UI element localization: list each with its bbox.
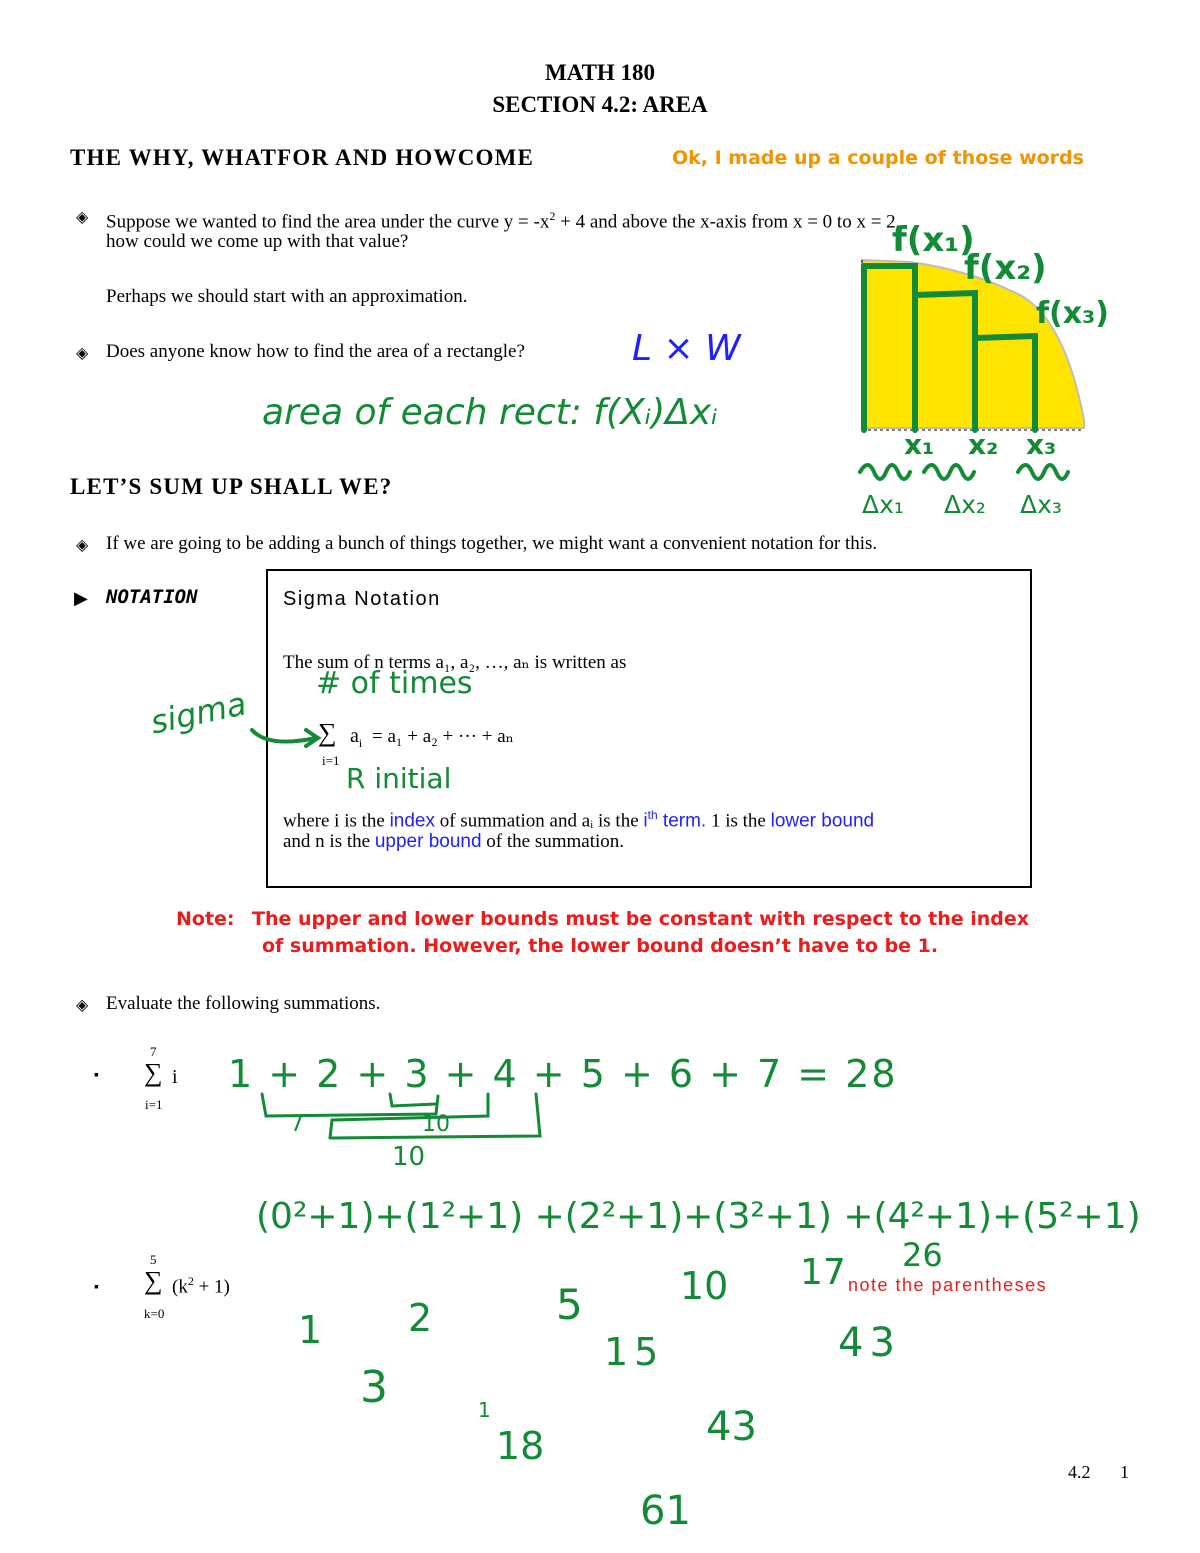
- handwritten-area-each-rect: area of each rect: f(Xᵢ)Δxᵢ: [262, 392, 718, 433]
- red-note-parentheses: note the parentheses: [848, 1275, 1048, 1295]
- handwritten-value: 10: [680, 1264, 729, 1308]
- handwritten-value: 43: [706, 1404, 757, 1450]
- triangle-bullet-icon: ▶: [74, 588, 88, 608]
- label-dx3: Δx₃: [1020, 490, 1062, 519]
- sigma-symbol: ∑: [318, 718, 337, 747]
- footer-section: 4.2: [1068, 1462, 1091, 1482]
- suppose-text-line2: how could we come up with that value?: [106, 231, 409, 252]
- formula-ai: $a_i$: [350, 725, 363, 750]
- section-heading-sum: LET’S SUM UP SHALL WE?: [70, 474, 393, 499]
- sum2-lower: k=0: [144, 1306, 165, 1321]
- brace-2: [924, 465, 974, 479]
- handwritten-value: 3: [360, 1362, 388, 1413]
- box-title: Sigma Notation: [283, 588, 441, 610]
- brace-1: [860, 465, 910, 479]
- label-dx1: Δx₁: [862, 490, 904, 519]
- label-fx3: f(x₃): [1036, 296, 1109, 331]
- handwritten-value: 2: [408, 1296, 433, 1340]
- handwritten-value: 5: [556, 1280, 583, 1329]
- arrow-icon: [248, 722, 328, 752]
- notation-label: NOTATION: [106, 586, 198, 608]
- page-number: 1: [1120, 1462, 1129, 1482]
- where-text: where i is the index of summation and aᵢ is the $i^{th}$ term. 1 is the lower bound: [283, 808, 875, 832]
- handwritten-lxw: L × W: [632, 328, 741, 369]
- handwritten-value: 15: [604, 1330, 665, 1374]
- note-line1: The upper and lower bounds must be constant with respect to the index: [252, 908, 1030, 930]
- handwritten-sum1-b: 10: [422, 1112, 450, 1137]
- perhaps-text: Perhaps we should start with an approximation.: [106, 286, 468, 307]
- why-note: Ok, I made up a couple of those words: [672, 147, 1084, 169]
- handwritten-value: 43: [838, 1320, 901, 1366]
- label-x2: x₂: [968, 428, 999, 461]
- brace-3: [1018, 465, 1068, 479]
- handwritten-value: 17: [800, 1252, 846, 1293]
- sigma-symbol: ∑: [144, 1058, 163, 1087]
- formula-lower-bound: i=1: [322, 753, 340, 768]
- sum1-term: i: [172, 1066, 178, 1088]
- sum1-lower: i=1: [145, 1097, 163, 1112]
- label-dx2: Δx₂: [944, 490, 986, 519]
- square-bullet-icon: ▪: [94, 1280, 99, 1295]
- sum2-term: $(k^2 + 1)$: [172, 1274, 230, 1298]
- section-title: SECTION 4.2: AREA: [492, 92, 708, 117]
- label-fx2: f(x₂): [964, 248, 1047, 288]
- diamond-bullet-icon: ◈: [76, 207, 89, 226]
- handwritten-sum1: 1 + 2 + 3 + 4 + 5 + 6 + 7 = 28: [228, 1052, 898, 1096]
- square-bullet-icon: ▪: [94, 1068, 99, 1083]
- diamond-bullet-icon: ◈: [76, 535, 89, 554]
- formula-rhs: = a₁ + a₂ + ··· + aₙ: [372, 726, 514, 747]
- handwritten-tick: 1: [478, 1398, 491, 1422]
- handwritten-initial: R initial: [346, 762, 452, 795]
- handwritten-sum2: (0²+1)+(1²+1) +(2²+1)+(3²+1) +(4²+1)+(5²+1): [256, 1196, 1141, 1237]
- sum-of-n-terms: The sum of n terms a₁, a₂, …, aₙ is written as: [283, 652, 627, 673]
- course-title: MATH 180: [544, 60, 656, 85]
- handwritten-value: 1: [298, 1308, 323, 1352]
- and-n-text: and n is the upper bound of the summation.: [283, 831, 625, 852]
- label-x1: x₁: [904, 428, 935, 461]
- handwritten-num-of-times: # of times: [316, 666, 473, 701]
- handwritten-sum1-a: 7: [290, 1112, 304, 1137]
- section-heading-why: THE WHY, WHATFOR AND HOWCOME: [70, 145, 535, 170]
- handwritten-value: 61: [640, 1488, 691, 1534]
- diamond-bullet-icon: ◈: [76, 995, 89, 1014]
- evaluate-text: Evaluate the following summations.: [106, 993, 381, 1014]
- sum1-upper: 7: [150, 1044, 157, 1059]
- handwritten-sigma-word: sigma: [147, 684, 250, 742]
- handwritten-sum1-c: 10: [392, 1142, 426, 1172]
- label-x3: x₃: [1026, 428, 1057, 461]
- sigma-symbol: ∑: [144, 1266, 163, 1295]
- label-fx1: f(x₁): [892, 220, 975, 260]
- note-label: Note:: [176, 908, 235, 930]
- handwritten-value: 26: [902, 1236, 943, 1274]
- rectangle-question: Does anyone know how to find the area of a rectangle?: [106, 341, 525, 362]
- note-line2: of summation. However, the lower bound doesn’t have to be 1.: [262, 935, 939, 957]
- sum2-upper: 5: [150, 1252, 157, 1267]
- suppose-text: Suppose we wanted to find the area under the curve $y = -x^2 + 4$ and above the x-axis from x = 0 to x = 2,: [106, 209, 901, 233]
- handwritten-value: 18: [496, 1424, 545, 1468]
- adding-text: If we are going to be adding a bunch of things together, we might want a convenient notation for this.: [106, 533, 878, 554]
- diamond-bullet-icon: ◈: [76, 343, 89, 362]
